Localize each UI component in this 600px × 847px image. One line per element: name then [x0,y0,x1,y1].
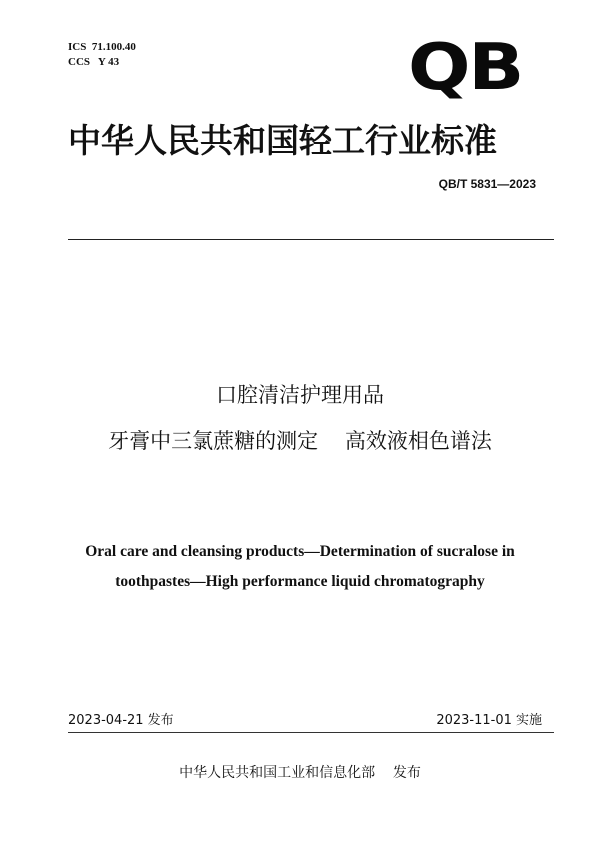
issue-date: 2023-04-21 发布 [68,713,174,728]
document-title-en [40,537,560,597]
standard-number: QB/T 5831—2023 [438,177,536,191]
document-title-en-line2: toothpastes—High performance liquid chromatography [115,573,485,590]
issuing-authority: 中华人民共和国工业和信息化部 发布 [179,765,421,781]
classification-codes [68,40,136,70]
implementation-date: 2023-11-01 实施 [436,713,542,728]
footer-divider [68,732,554,733]
document-title-cn-line1: 口腔清洁护理用品 [216,383,384,407]
standard-category-title: 中华人民共和国轻工行业标准 [68,121,497,160]
document-title-en-line1: Oral care and cleansing products—Determination of sucralose in [85,543,515,560]
ccs-code: CCS Y 43 [68,56,120,68]
ics-code: ICS 71.100.40 [68,41,136,53]
qb-logo: QB [408,31,523,105]
document-title-cn-line2: 牙膏中三氯蔗糖的测定 高效液相色谱法 [108,429,492,453]
header-divider [68,239,554,240]
